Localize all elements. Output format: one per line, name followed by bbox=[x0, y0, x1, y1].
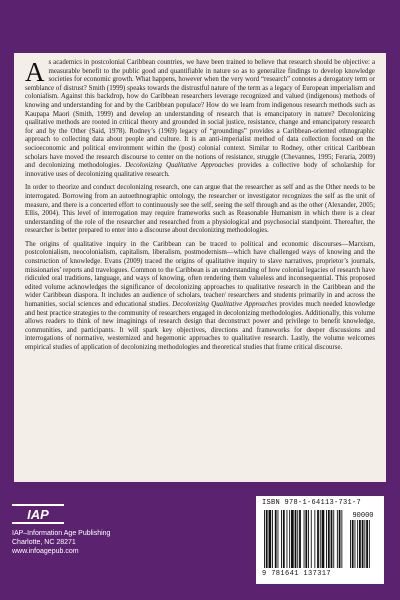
barcode-bar bbox=[264, 510, 265, 568]
book-title-italic-2: Decolonizing Qualitative Approaches bbox=[172, 301, 278, 309]
barcode-bar bbox=[304, 510, 305, 568]
barcode-digits: 9 781641 137317 bbox=[262, 570, 332, 578]
publisher-url[interactable]: www.infoagepub.com bbox=[12, 548, 79, 555]
addon-bar bbox=[364, 520, 365, 568]
barcode-bar bbox=[289, 510, 290, 568]
barcode-bar bbox=[311, 510, 312, 568]
barcode-bar bbox=[328, 510, 330, 568]
barcode-bar bbox=[326, 510, 327, 568]
barcode-bar bbox=[341, 510, 342, 568]
barcode-bar bbox=[299, 510, 301, 568]
blurb-paragraph-2: In order to theorize and conduct decolonizing research, one can argue that the researcher as self and as the Other needs to be interrogated. Borrowing from an autoethnographic ontology, the researcher or investigator recognizes the self as the unit of measure, and there is a concerted effort to continuously see the self, seeing the self through and as the other (Alexander, 2005; Ellis, 2004). This level of interrogation may require frameworks such as Reasonable Humanism in which there is a clear understanding of the role of the researcher and researched from a physiological and psychosocial standpoint. Thereafter, the researcher is better prepared to enter into a discourse about decolonizing methodologies. bbox=[25, 184, 375, 235]
blurb-paragraph-1-end: provides a collective body of scholarship for innovative uses of decolonizing qualitative research. bbox=[25, 162, 375, 178]
barcode-box bbox=[256, 496, 384, 584]
blurb-paragraph-1-text: s academics in postcolonial Caribbean countries, we have been trained to believe that research should be objective: a measurable benefit to the public good and quantifiable in nature so as to generalize findings to develop knowledge societies for economic growth. What happens, however when the very word “research” connotes a derogatory term or semblance of distrust? Smith (1999) speaks towards the distrustful nature of the term as a legacy of European imperialism and colonialism. Against this backdrop, how do Caribbean researchers leverage recognized and valued (indigenous) methods of knowing and understanding for and by the Caribbean populace? How do we learn from indigenous research methods such as Kaupapa Maori (Smith, 1999) and develop an understanding of research that is emancipatory in nature? Decolonizing qualitative methods are rooted in critical theory and grounded in social justice, resistance, change and emancipatory research for and by the Other (Said, 1978). Rodney’s (1969) legacy of “groundings” provides a Caribbean-oriented ethnographic approach to collecting data about people and culture. It is an anti-imperialist method of data collection focused on the socioeconomic and political environment within the (post) colonial context. Similar to Rodney, other critical Caribbean scholars have moved the research discourse to center on the notions of resistance, struggle (Chevannes, 1995; Feraria, 2009) and decolonizing methodologies. bbox=[25, 59, 375, 170]
barcode-bar bbox=[278, 510, 279, 568]
blurb-text bbox=[14, 53, 386, 353]
isbn-label: ISBN 978-1-64113-731-7 bbox=[262, 499, 362, 507]
addon-bar bbox=[366, 520, 368, 568]
addon-bar bbox=[352, 520, 354, 568]
barcode-bar bbox=[275, 510, 277, 568]
barcode-bar bbox=[281, 510, 282, 568]
ean-bars bbox=[264, 510, 342, 568]
barcode-bar bbox=[283, 510, 285, 568]
barcode-bar bbox=[305, 510, 307, 568]
barcode-bar bbox=[272, 510, 273, 568]
addon-bar bbox=[359, 520, 361, 568]
drop-cap: A bbox=[25, 57, 45, 87]
barcode-bar bbox=[331, 510, 333, 568]
publisher-info bbox=[12, 529, 110, 556]
publisher-city: Charlotte, NC 28271 bbox=[12, 539, 76, 546]
blurb-paragraph-3-text: The origins of qualitative inquiry in the Caribbean can be traced to political and economic discourses—Marxism, postcolonialism, neocolonialism, capitalism, liberalism, postmodernism—which have challenged ways of knowing and the construction of knowledge. Evans (2009) traced the origins of qualitative inquiry to slave narratives, proprietor’s journals, missionaries’ reports and travelogues. Common to the Caribbean is an understanding of how colonial legacies of research have ridiculed oral traditions, language, and ways of knowing, often rendering them valueless and inconsequential. This proposed edited volume acknowledges the significance of decolonizing approaches to qualitative research in the Caribbean and the wider Caribbean diaspora. It includes an audience of scholars, teacher/ researchers and students primarily in and across the humanities, social sciences and educational studies. bbox=[25, 240, 375, 309]
blurb-panel bbox=[14, 53, 386, 482]
barcode-bar bbox=[295, 510, 297, 568]
addon-bar bbox=[362, 520, 364, 568]
book-title-italic: Decolonizing Qualitative Approaches bbox=[125, 162, 234, 170]
barcode-bar bbox=[320, 510, 321, 568]
publisher-name: IAP–Information Age Publishing bbox=[12, 530, 111, 537]
barcode-bar bbox=[333, 510, 334, 568]
iap-logo-text: IAP bbox=[27, 507, 49, 522]
addon-bar bbox=[369, 520, 370, 568]
iap-logo bbox=[12, 503, 64, 525]
barcode-bar bbox=[308, 510, 309, 568]
barcode-bar bbox=[266, 510, 268, 568]
blurb-paragraph-3 bbox=[25, 241, 375, 353]
barcode-bars bbox=[262, 510, 378, 568]
barcode-bar bbox=[291, 510, 294, 568]
blurb-paragraph-1 bbox=[25, 59, 375, 179]
addon-bar bbox=[350, 520, 351, 568]
blurb-paragraph-3-end: provides much needed knowledge and best practice strategies to the community of researchers engaged in decolonizing methodologies. Additionally, this volume allows readers to think of new imaginings of research design that deconstruct power and privilege to benefit knowledge, communities, and participants. It will spark key objectives, directions and frameworks for deeper discussions and interrogations of normative, westernized and hegemonic approaches to qualitative research. Lastly, the volume welcomes empirical studies of application of decolonizing methodologies and theoretical studies that frame critical discourse. bbox=[25, 301, 375, 351]
barcode-bar bbox=[339, 510, 341, 568]
barcode-bar bbox=[322, 510, 325, 568]
barcode-bar bbox=[314, 510, 315, 568]
barcode-bar bbox=[317, 510, 319, 568]
barcode-bar bbox=[269, 510, 272, 568]
addon-bar bbox=[355, 520, 356, 568]
publisher-block bbox=[12, 485, 192, 585]
addon-bar bbox=[357, 520, 358, 568]
barcode-bar bbox=[297, 510, 298, 568]
barcode-bar bbox=[287, 510, 288, 568]
addon-code: 90000 bbox=[352, 512, 374, 520]
addon-bars bbox=[350, 520, 370, 568]
barcode-bar bbox=[337, 510, 338, 568]
